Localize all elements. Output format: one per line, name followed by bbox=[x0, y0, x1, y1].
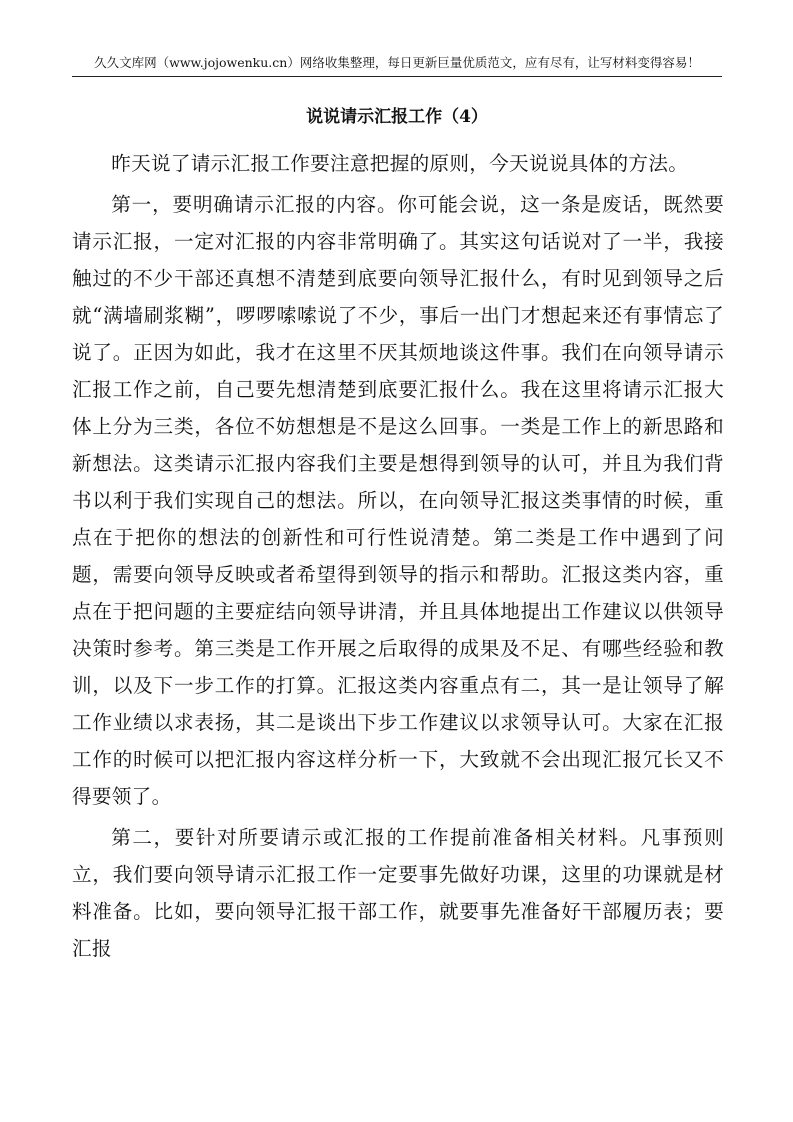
header-text: 久久文库网（www.jojowenku.cn）网络收集整理，每日更新巨量优质范文，应有尽有，让写材料变得容易！ bbox=[94, 55, 700, 70]
paragraph: 第二，要针对所要请示或汇报的工作提前准备相关材料。凡事预则立，我们要向领导请示汇报工作一定要事先做好功课，这里的功课就是材料准备。比如，要向领导汇报干部工作，就要事先准备好干部履历表；要汇报 bbox=[72, 826, 724, 960]
paragraph: 第一，要明确请示汇报的内容。你可能会说，这一条是废话，既然要请示汇报，一定对汇报的内容非常明确了。其实这句话说对了一半，我接触过的不少干部还真想不清楚到底要向领导汇报什么，有时见到领导之后就“满墙刷浆糊”，啰啰嗦嗦说了不少，事后一出门才想起来还有事情忘了说了。正因为如此，我才在这里不厌其烦地谈这件事。我们在向领导请示汇报工作之前，自己要先想清楚到底要汇报什么。我在这里将请示汇报大体上分为三类，各位不妨想想是不是这么回事。一类是工作上的新思路和新想法。这类请示汇报内容我们主要是想得到领导的认可，并且为我们背书以利于我们实现自己的想法。所以，在向领导汇报这类事情的时候，重点在于把你的想法的创新性和可行性说清楚。第二类是工作中遇到了问题，需要向领导反映或者希望得到领导的指示和帮助。汇报这类内容，重点在于把问题的主要症结向领导讲清，并且具体地提出工作建议以供领导决策时参考。第三类是工作开展之后取得的成果及不足、有哪些经验和教训，以及下一步工作的打算。汇报这类内容重点有二，其一是让领导了解工作业绩以求表扬，其二是谈出下步工作建议以求领导认可。大家在汇报工作的时候可以把汇报内容这样分析一下，大致就不会出现汇报冗长又不得要领了。 bbox=[72, 193, 724, 808]
document-title: 说说请示汇报工作（4） bbox=[306, 107, 488, 127]
paragraph: 昨天说了请示汇报工作要注意把握的原则，今天说说具体的方法。 bbox=[111, 152, 689, 175]
document-body bbox=[72, 145, 724, 971]
page-header bbox=[72, 50, 722, 77]
